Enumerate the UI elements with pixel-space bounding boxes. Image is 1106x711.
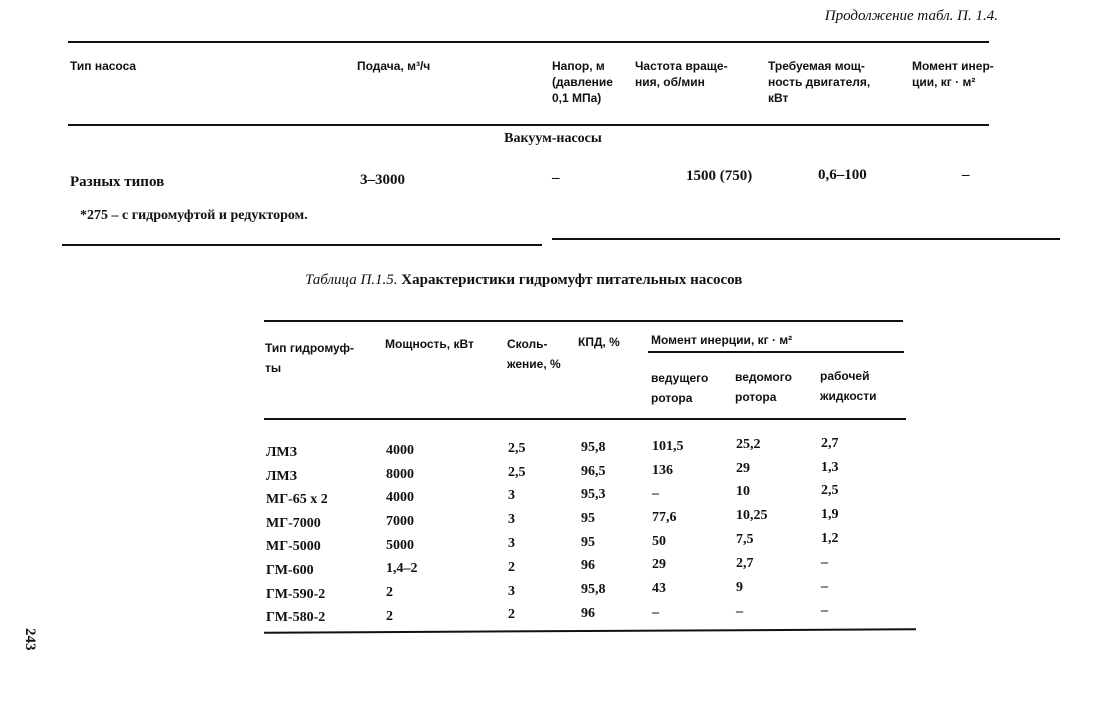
t2-r5-fluid: – bbox=[821, 555, 828, 570]
t1-header-inertia: Момент инер- ции, кг · м² bbox=[912, 59, 994, 89]
t2-r7-efficiency: 96 bbox=[581, 606, 595, 621]
t2-r3-slip: 3 bbox=[508, 512, 515, 527]
t2-r1-type: ЛМЗ bbox=[266, 469, 298, 484]
t2-r0-power: 4000 bbox=[386, 443, 414, 458]
t2-r6-type: ГМ-590-2 bbox=[266, 587, 326, 602]
t2-header-working-fluid: рабочей жидкости bbox=[820, 369, 877, 403]
t2-r7-driving: – bbox=[652, 605, 659, 620]
page-number: 243 bbox=[22, 628, 38, 651]
t1-header-head: Напор, м (давление 0,1 МПа) bbox=[552, 59, 613, 105]
t1-cell-rotation: 1500 (750) bbox=[686, 168, 753, 184]
t1-header-type: Тип насоса bbox=[70, 59, 137, 73]
t2-r7-slip: 2 bbox=[508, 607, 515, 622]
table1-bottom-rule-left bbox=[62, 244, 542, 246]
t2-r2-driven: 10 bbox=[736, 484, 750, 499]
t2-r3-driving: 77,6 bbox=[652, 510, 677, 525]
t2-r6-power: 2 bbox=[386, 585, 393, 600]
table2-bottom-rule bbox=[264, 628, 916, 633]
t2-header-driving-rotor: ведущего ротора bbox=[651, 371, 709, 405]
t1-section-title: Вакуум-насосы bbox=[504, 131, 602, 146]
t2-r1-power: 8000 bbox=[386, 467, 414, 482]
t2-r2-slip: 3 bbox=[508, 488, 515, 503]
t2-header-driven-rotor: ведомого ротора bbox=[735, 370, 792, 404]
t2-r5-slip: 2 bbox=[508, 560, 515, 575]
t2-r4-driven: 7,5 bbox=[736, 532, 754, 547]
t2-r5-type: ГМ-600 bbox=[266, 563, 314, 578]
t2-r3-power: 7000 bbox=[386, 514, 414, 529]
t2-header-power: Мощность, кВт bbox=[385, 337, 474, 351]
table2-caption bbox=[305, 272, 742, 289]
table2-inertia-rule bbox=[648, 351, 904, 353]
continuation-heading: Продолжение табл. П. 1.4. bbox=[824, 8, 998, 24]
t2-r4-power: 5000 bbox=[386, 538, 414, 553]
t1-header-flow: Подача, м³/ч bbox=[357, 59, 431, 73]
table1-header-rule bbox=[68, 124, 989, 126]
t1-cell-type: Разных типов bbox=[70, 174, 165, 190]
t2-header-inertia-group: Момент инерции, кг · м² bbox=[651, 333, 793, 347]
t2-r3-fluid: 1,9 bbox=[821, 507, 839, 522]
t2-r1-efficiency: 96,5 bbox=[581, 464, 606, 479]
t2-r2-fluid: 2,5 bbox=[821, 483, 839, 498]
t2-header-efficiency: КПД, % bbox=[578, 335, 620, 349]
t2-r1-slip: 2,5 bbox=[508, 465, 526, 480]
t2-r6-driving: 43 bbox=[652, 581, 666, 596]
table2-top-rule bbox=[264, 320, 903, 322]
t2-header-slip: Сколь- жение, % bbox=[507, 337, 561, 371]
t2-r3-driven: 10,25 bbox=[736, 508, 768, 523]
t1-footnote: *275 – с гидромуфтой и редуктором. bbox=[80, 208, 308, 223]
t2-r4-slip: 3 bbox=[508, 536, 515, 551]
t2-r1-driven: 29 bbox=[736, 461, 750, 476]
t2-r7-power: 2 bbox=[386, 609, 393, 624]
t2-r0-type: ЛМЗ bbox=[266, 445, 298, 460]
t2-r6-driven: 9 bbox=[736, 580, 743, 595]
t2-r2-type: МГ-65 х 2 bbox=[266, 492, 328, 507]
t2-r0-efficiency: 95,8 bbox=[581, 440, 606, 455]
t2-r5-driven: 2,7 bbox=[736, 556, 754, 571]
t1-header-rotation: Частота враще- ния, об/мин bbox=[635, 59, 728, 89]
t2-r4-type: МГ-5000 bbox=[266, 539, 321, 554]
t1-header-power: Требуемая мощ- ность двигателя, кВт bbox=[768, 59, 871, 105]
t2-r3-type: МГ-7000 bbox=[266, 516, 321, 531]
t1-cell-head: – bbox=[552, 170, 560, 186]
t1-cell-inertia: – bbox=[962, 167, 970, 183]
t2-r2-efficiency: 95,3 bbox=[581, 487, 606, 502]
t2-r6-slip: 3 bbox=[508, 584, 515, 599]
t1-cell-flow: 3–3000 bbox=[360, 172, 405, 188]
t2-r7-type: ГМ-580-2 bbox=[266, 610, 326, 625]
t2-r4-fluid: 1,2 bbox=[821, 531, 839, 546]
table2-caption-number: Таблица П.1.5. bbox=[305, 272, 398, 288]
t2-r4-efficiency: 95 bbox=[581, 535, 595, 550]
table1-top-rule bbox=[68, 41, 989, 43]
t2-r7-driven: – bbox=[736, 604, 743, 619]
t2-r0-slip: 2,5 bbox=[508, 441, 526, 456]
t2-header-type: Тип гидромуф- ты bbox=[265, 341, 355, 375]
t2-r0-fluid: 2,7 bbox=[821, 436, 839, 451]
t2-r4-driving: 50 bbox=[652, 534, 666, 549]
t2-r5-efficiency: 96 bbox=[581, 558, 595, 573]
t2-r6-efficiency: 95,8 bbox=[581, 582, 606, 597]
t2-r2-power: 4000 bbox=[386, 490, 414, 505]
t2-r1-driving: 136 bbox=[652, 463, 673, 478]
table2-caption-title: Характеристики гидромуфт питательных насосов bbox=[401, 272, 743, 288]
t1-cell-power: 0,6–100 bbox=[818, 167, 867, 183]
t2-r1-fluid: 1,3 bbox=[821, 460, 839, 475]
table2-header-rule bbox=[264, 418, 906, 420]
table1-bottom-rule-right bbox=[552, 238, 1060, 240]
t2-r2-driving: – bbox=[652, 486, 659, 501]
t2-r0-driven: 25,2 bbox=[736, 437, 761, 452]
t2-r0-driving: 101,5 bbox=[652, 439, 684, 454]
t2-r5-power: 1,4–2 bbox=[386, 561, 418, 576]
t2-r5-driving: 29 bbox=[652, 557, 666, 572]
t2-r7-fluid: – bbox=[821, 603, 828, 618]
t2-r6-fluid: – bbox=[821, 579, 828, 594]
t2-r3-efficiency: 95 bbox=[581, 511, 595, 526]
